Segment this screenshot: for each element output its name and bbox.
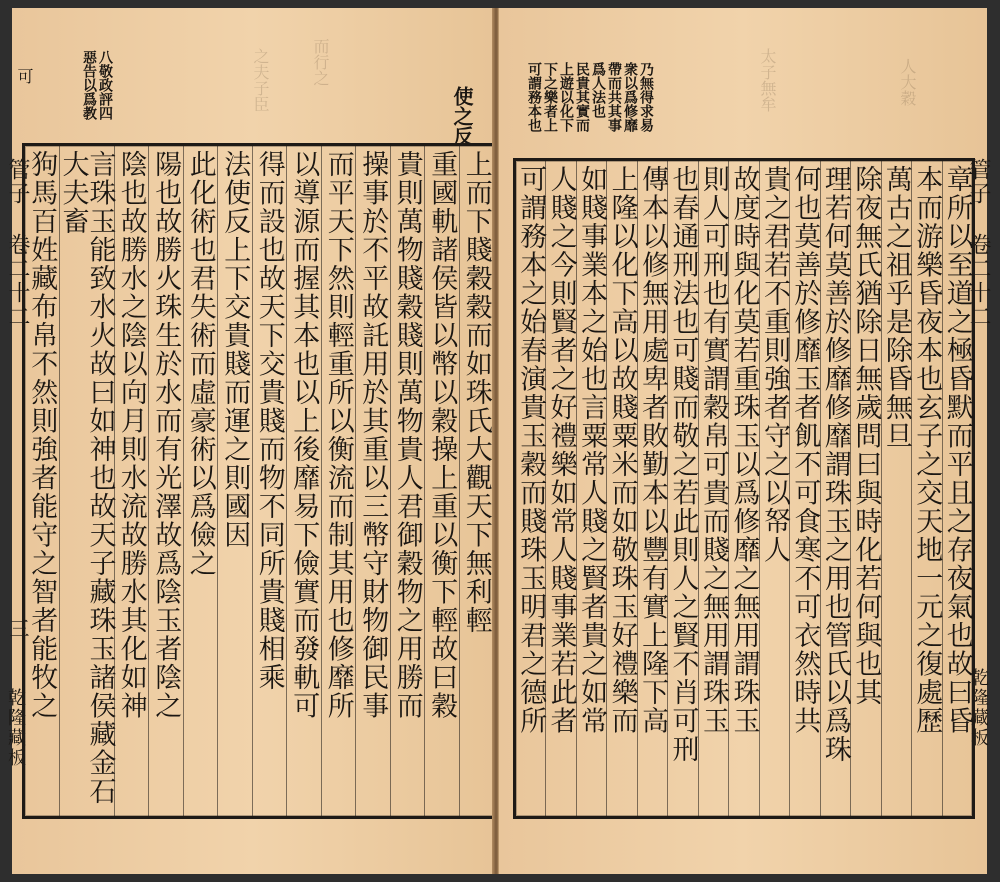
text-column: 狗馬百姓藏布帛不然則強者能守之智者能牧之	[26, 150, 58, 720]
text-column: 得而設也故天下交貴賤而物不同所貴賤相乘	[252, 146, 287, 816]
edge-seal: 乾隆藏板	[968, 668, 989, 748]
head-notes-left	[82, 50, 112, 142]
head-notes-right	[527, 62, 653, 158]
right-page	[498, 8, 991, 874]
text-column: 本而游樂昏夜本也玄子之交天地一元之復處歷	[911, 161, 941, 816]
bleed-through-text: 人大穀	[898, 58, 917, 106]
head-note: 可謂務本也	[526, 62, 542, 132]
bleed-through-text: 太子無牟	[758, 48, 777, 112]
text-column: 重國軌諸侯皆以幣以穀操上重以衡下輕故曰穀	[424, 146, 459, 816]
edge-title: 管子 卷二十二	[966, 158, 991, 329]
text-column: 何也莫善於修靡玉者飢不可食寒不可衣然時共	[789, 161, 819, 816]
text-frame-right	[513, 158, 975, 819]
text-column: 故度時與化莫若重珠玉以爲修靡之無用謂珠玉	[728, 161, 758, 816]
text-column: 除夜無氏猶除日無歲問曰與時化若何與也其	[850, 161, 880, 816]
bleed-through-text: 而行之	[311, 38, 330, 86]
edge-seal: 乾隆藏板	[5, 688, 26, 768]
text-column: 上而下賤穀穀而如珠氏大觀天下無利輕	[459, 146, 494, 816]
head-note: 上遊以化下	[558, 62, 574, 132]
text-column: 而平天下然則輕重所以衡流而制其用也修靡所	[321, 146, 356, 816]
head-note: 下之樂者上	[542, 62, 558, 132]
text-column: 言珠玉能致水火故曰如神也故天子藏珠玉諸侯藏金石大夫畜	[59, 146, 114, 816]
head-note: 爲人法也	[590, 62, 606, 118]
text-column: 貴之君若不重則強者守之以帑人	[759, 161, 789, 816]
text-column: 萬古之祖乎是除昏無旦	[881, 161, 911, 816]
page-number: 三	[6, 618, 30, 640]
text-column: 操事於不平故託用於其重以三幣守財物御民事	[355, 146, 390, 816]
bleed-through-text: 之夫子臣	[251, 48, 270, 112]
text-column: 章所以至道之極昏默而平且之存夜氣也故曰昏	[942, 161, 972, 816]
head-note: 乃無得求易	[638, 62, 654, 132]
text-column: 貴則萬物賤穀賤則萬物貴人君御穀物之用勝而	[390, 146, 425, 816]
head-note: 帶而共其事	[606, 62, 622, 132]
text-column: 陰也故勝水之陰以向月則水流故勝水其化如神	[114, 146, 149, 816]
head-mark: 使之反	[450, 86, 474, 146]
head-note: 惡告以爲教	[81, 50, 97, 120]
text-column: 此化術也君失術而虛豪術以爲儉之	[183, 146, 218, 816]
text-column: 如賤事業本之始也言粟常人賤之賢者貴之如常	[576, 161, 606, 816]
head-note: 衆以爲修靡	[622, 62, 638, 132]
edge-title: 管子 卷二十二	[5, 158, 30, 329]
text-columns	[516, 161, 972, 816]
text-column: 可謂務本之始春演貴玉穀而賤珠玉明君之德所	[515, 165, 547, 735]
text-column: 人賤之今則賢者之好禮樂如常人賤事業若此者	[545, 161, 575, 816]
text-column: 理若何莫善於修靡修靡謂珠玉之用也管氏以爲珠	[820, 161, 850, 816]
head-note: 八敬政評四	[97, 50, 113, 120]
text-frame-left	[22, 143, 496, 819]
head-note: 民貴其實而	[574, 62, 590, 132]
text-column: 上隆以化下高以故賤粟米而如敬珠玉好禮樂而	[606, 161, 636, 816]
text-column: 法使反上下交貴賤而運之則國因	[217, 146, 252, 816]
left-page	[5, 8, 495, 874]
margin-mark: 可	[15, 68, 34, 84]
text-column: 以導源而握其本也以上後靡易下儉實而發軌可	[286, 146, 321, 816]
text-column: 則人可刑也有實謂穀帛可貴而賤之無用謂珠玉	[698, 161, 728, 816]
text-column: 傳本以修無用處卑者敗勤本以豐有實上隆下高	[637, 161, 667, 816]
text-columns	[25, 146, 493, 816]
text-column: 陽也故勝火珠生於水而有光澤故爲陰玉者陰之	[148, 146, 183, 816]
text-column: 也春通刑法也可賤而敬之若此則人之賢不肖可刑	[667, 161, 697, 816]
